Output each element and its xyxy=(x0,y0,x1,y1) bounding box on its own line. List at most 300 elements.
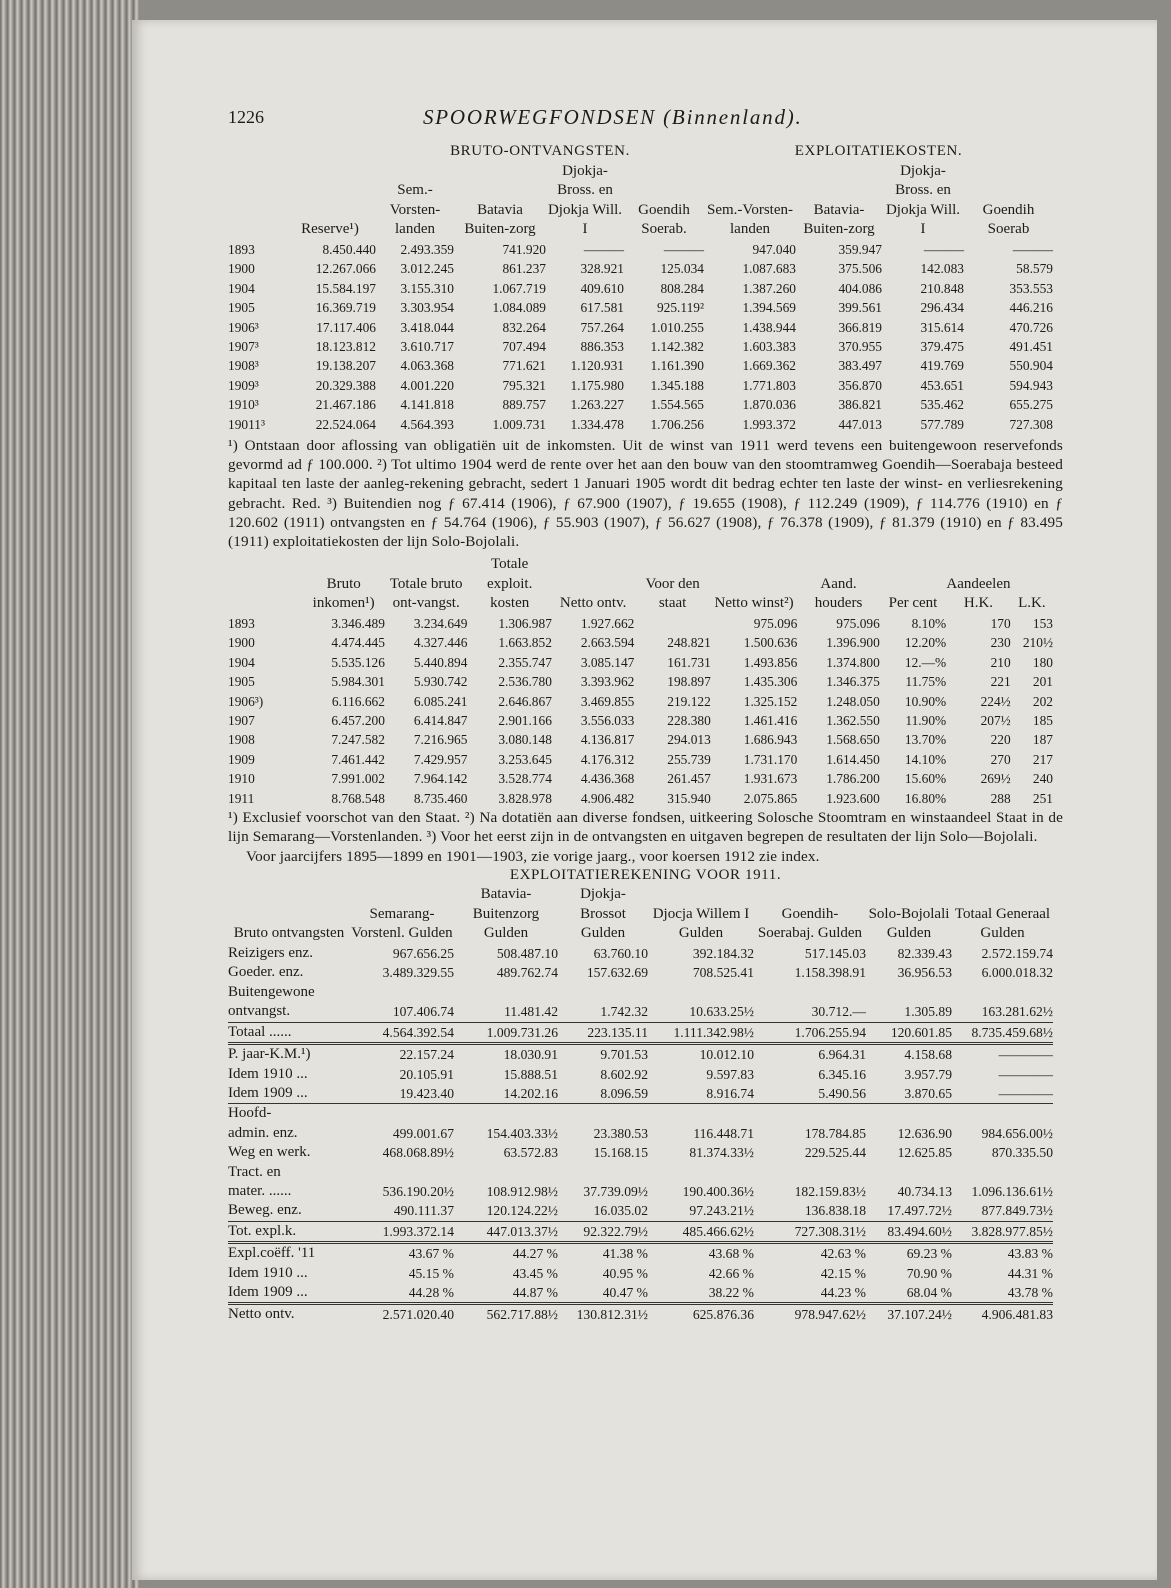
table-cell xyxy=(866,1104,952,1124)
table-cell: 6.964.31 xyxy=(754,1044,866,1065)
table-cell: 886.353 xyxy=(580,339,624,354)
table-cell: 1.334.478 xyxy=(570,416,624,432)
table-cell: 7.429.957 xyxy=(413,751,468,767)
table3-title: EXPLOITATIEREKENING VOOR 1911. xyxy=(509,866,782,883)
table-cell: 136.838.18 xyxy=(804,1203,866,1219)
table-cell: 1.663.852 xyxy=(498,635,552,651)
table-cell: 10.633.25½ xyxy=(689,1004,754,1020)
table-cell: 2.075.865 xyxy=(743,790,798,806)
table-row xyxy=(228,1264,1053,1283)
table-cell: 5.930.742 xyxy=(413,674,468,690)
table-cell: 1.084.089 xyxy=(492,300,546,316)
row-label: Idem 1909 ... xyxy=(228,1283,308,1300)
table-cell: 3.080.148 xyxy=(498,732,552,748)
table-cell: 120.124.22½ xyxy=(486,1203,558,1219)
table-row xyxy=(228,1182,1053,1201)
table-cell: 180 xyxy=(1032,654,1053,670)
table-cell: 392.184.32 xyxy=(692,946,754,962)
table-row xyxy=(228,395,1053,414)
table-row xyxy=(228,259,1053,278)
book-spine xyxy=(0,0,140,1588)
table-row xyxy=(228,963,1053,982)
table-cell: 485.466.62½ xyxy=(648,1221,754,1242)
table-cell: 223.135.11 xyxy=(558,1022,648,1043)
table-cell: 356.870 xyxy=(838,377,882,393)
col-header: Djokja-Bross. en Djokja Will. I xyxy=(547,162,623,238)
table-cell: 14.10% xyxy=(904,751,947,767)
table-cell: 1.993.372.14 xyxy=(350,1221,454,1242)
table-cell: 16.80% xyxy=(904,790,947,806)
table-cell: 1.931.673 xyxy=(743,771,798,787)
table-cell: 5.490.56 xyxy=(818,1085,866,1101)
table-cell: 1.345.188 xyxy=(650,377,704,393)
table-cell: 70.90 % xyxy=(906,1265,952,1281)
table-row xyxy=(228,1243,1053,1264)
table-cell: 1.120.931 xyxy=(570,358,624,374)
row-label: 1906³) xyxy=(228,693,264,709)
table-row xyxy=(228,653,1053,672)
row-label: 1909 xyxy=(228,751,255,767)
table-cell: 489.762.74 xyxy=(496,965,558,981)
table-cell: 468.068.89½ xyxy=(382,1145,454,1161)
table-cell: 63.760.10 xyxy=(593,946,648,962)
table-cell: 40.95 % xyxy=(602,1265,648,1281)
col-header: Djocja Willem I Gulden xyxy=(652,905,750,942)
table-cell: 6.345.16 xyxy=(818,1066,866,1082)
table-cell: 315.614 xyxy=(920,319,964,335)
table-cell: 947.040 xyxy=(752,241,796,257)
table-cell xyxy=(454,1163,558,1182)
table-cell: 386.821 xyxy=(838,397,882,413)
table-cell: 1.161.390 xyxy=(650,358,704,374)
table-cell: 22.157.24 xyxy=(350,1044,454,1065)
col-header: Goendih Soerab. xyxy=(638,201,690,238)
table-row xyxy=(228,730,1053,749)
row-label: 1908 xyxy=(228,732,255,748)
table-row xyxy=(228,1002,1053,1022)
table-cell: 116.448.71 xyxy=(693,1125,754,1141)
row-label: 1900 xyxy=(228,635,255,651)
table-cell xyxy=(648,983,754,1002)
table-cell: 3.155.310 xyxy=(400,280,454,296)
table-cell: 5.984.301 xyxy=(331,674,385,690)
table-cell: 202 xyxy=(1032,693,1053,709)
table-cell: 255.739 xyxy=(667,751,711,767)
table-cell: 1.706.256 xyxy=(650,416,704,432)
table-cell: 63.572.83 xyxy=(503,1145,558,1161)
table-row xyxy=(228,1143,1053,1162)
table-cell: 1.500.636 xyxy=(743,635,798,651)
table-cell: 508.487.10 xyxy=(496,946,558,962)
table-cell: 170 xyxy=(990,616,1011,632)
table-cell: 221 xyxy=(990,674,1011,690)
table-cell: 8.735.460 xyxy=(413,790,468,806)
table-row xyxy=(228,356,1053,375)
table-cell: 4.474.445 xyxy=(331,635,385,651)
table-cell: ———— xyxy=(952,1044,1053,1065)
table-cell: 10.90% xyxy=(904,693,947,709)
table-row xyxy=(228,769,1053,788)
table-cell: 19.423.40 xyxy=(399,1085,454,1101)
row-label: 1905 xyxy=(228,300,255,316)
table-cell xyxy=(952,1163,1053,1182)
table-cell xyxy=(454,1104,558,1124)
table-cell: 2.901.166 xyxy=(498,713,552,729)
table-cell xyxy=(350,1104,454,1124)
table-row xyxy=(228,1124,1053,1143)
table-cell xyxy=(754,1104,866,1124)
table-cell xyxy=(952,1104,1053,1124)
col-header: Goendih Soerab xyxy=(982,201,1035,238)
table-row xyxy=(228,376,1053,395)
table-cell: 7.247.582 xyxy=(331,732,385,748)
table-cell: 1.568.650 xyxy=(826,732,880,748)
col-header: Reserve¹) xyxy=(301,221,359,238)
table-cell: 8.768.548 xyxy=(331,790,385,806)
table-cell xyxy=(558,1163,648,1182)
row-label: mater. ...... xyxy=(228,1182,292,1199)
table-cell: 7.991.002 xyxy=(331,771,385,787)
table-cell: 45.15 % xyxy=(408,1265,454,1281)
exploitation-account-table xyxy=(228,885,1053,1325)
table-cell: 353.553 xyxy=(1009,280,1053,296)
col-header: Batavia-Buitenzorg Gulden xyxy=(472,886,540,942)
table-cell: 1.096.136.61½ xyxy=(971,1183,1053,1199)
table-cell: 1.387.260 xyxy=(742,280,796,296)
table-cell: 4.158.68 xyxy=(866,1044,952,1065)
table-cell: 4.564.393 xyxy=(400,416,454,432)
table-cell: 1.158.398.91 xyxy=(794,965,866,981)
table-cell: 185 xyxy=(1032,713,1053,729)
table-cell xyxy=(648,1104,754,1124)
table-cell: 1.461.416 xyxy=(743,713,798,729)
table-cell: 43.68 % xyxy=(648,1243,754,1264)
row-label: Idem 1910 ... xyxy=(228,1065,308,1082)
table-cell: 499.001.67 xyxy=(392,1125,454,1141)
table-cell: 92.322.79½ xyxy=(558,1221,648,1242)
table-cell: 5.535.126 xyxy=(331,654,385,670)
table-cell: 3.489.329.55 xyxy=(382,965,454,981)
table-cell: 1.686.943 xyxy=(743,732,798,748)
table-cell: 6.085.241 xyxy=(413,693,468,709)
table-cell: 1.111.342.98½ xyxy=(648,1022,754,1043)
col-header: Bruto ontvangsten xyxy=(233,925,345,942)
table-cell: 15.888.51 xyxy=(503,1066,558,1082)
table-cell: 81.374.33½ xyxy=(689,1145,754,1161)
table1-body xyxy=(228,240,1053,434)
table-row xyxy=(228,672,1053,691)
row-label: Idem 1910 ... xyxy=(228,1264,308,1281)
table-cell: ———— xyxy=(998,1066,1053,1082)
table-cell: 11.75% xyxy=(905,674,947,690)
table-cell: 3.418.044 xyxy=(400,319,454,335)
table-cell: 217 xyxy=(1032,751,1053,767)
table-cell: 1.669.362 xyxy=(742,358,796,374)
table-cell: 447.013 xyxy=(838,416,882,432)
table-cell: 12.636.90 xyxy=(897,1125,952,1141)
table-cell: 741.920 xyxy=(502,241,546,257)
row-label: 1910³ xyxy=(228,397,259,413)
table-cell: 3.528.774 xyxy=(498,771,552,787)
table-cell: 190.400.36½ xyxy=(682,1183,754,1199)
table-cell: 975.096 xyxy=(836,616,880,632)
table-cell: 370.955 xyxy=(838,339,882,354)
row-label: 1893 xyxy=(228,241,255,257)
table-cell: 44.28 % xyxy=(408,1284,454,1300)
row-label: 1893 xyxy=(228,616,255,632)
table-cell: 36.956.53 xyxy=(897,965,952,981)
table-row xyxy=(228,318,1053,337)
table-cell: 15.584.197 xyxy=(315,280,376,296)
table-cell: 1.325.152 xyxy=(743,693,798,709)
table-cell: 4.136.817 xyxy=(580,732,635,748)
table-cell: 6.116.662 xyxy=(331,693,385,709)
income-profit-table xyxy=(228,555,1053,808)
table-cell: 12.267.066 xyxy=(315,261,376,277)
revenue-expense-table xyxy=(228,142,1053,434)
table-cell: 5.440.894 xyxy=(413,654,468,670)
col-header: Goendih-Soerabaj. Gulden xyxy=(757,905,863,942)
row-label: Tot. expl.k. xyxy=(228,1221,350,1242)
table-cell: 14.202.16 xyxy=(503,1085,558,1101)
table-cell: 366.819 xyxy=(838,319,882,335)
table-cell: 15.168.15 xyxy=(593,1145,648,1161)
row-label: 19011³ xyxy=(228,416,265,432)
table-cell: ——— xyxy=(923,241,964,257)
table-row xyxy=(228,1104,1053,1124)
table-cell: 178.784.85 xyxy=(804,1125,866,1141)
table-cell: 577.789 xyxy=(920,416,964,432)
table-row xyxy=(228,614,1053,633)
table-cell: 13.70% xyxy=(904,732,947,748)
row-label: 1907³ xyxy=(228,339,259,354)
table-cell: 655.275 xyxy=(1009,397,1053,413)
table-cell: 12.20% xyxy=(904,635,947,651)
table-cell: 58.579 xyxy=(1016,261,1053,277)
table-cell: ——— xyxy=(1012,241,1053,257)
table-cell: 535.462 xyxy=(920,397,964,413)
table-cell: 1.305.89 xyxy=(904,1004,952,1020)
table-cell: 294.013 xyxy=(667,732,711,748)
table-cell: 1.374.800 xyxy=(826,654,880,670)
table-cell xyxy=(558,1104,648,1124)
group-title-exploitatie: EXPLOITATIEKOSTEN. xyxy=(794,143,963,159)
table-cell: 1.067.719 xyxy=(492,280,546,296)
footnote-1: ¹) Ontstaan door aflossing van obligatiën uit de inkomsten. Uit de winst van 1911 werd tevens een buitengewoon reservefonds gevormd ad ƒ 100.000. ²) Tot ultimo 1904 werd de rente over het aan den bouw van den stoomtramweg Goendih—Soerabaja besteed kapitaal ten laste der aanleg-rekening gebracht, sedert 1 Januari 1905 wordt dit bedrag echter ten laste der winst- en verliesrekening gebracht. Red. ³) Buitendien nog ƒ 67.414 (1906), ƒ 67.900 (1907), ƒ 19.655 (1908), ƒ 112.249 (1909), ƒ 114.776 (1910) en ƒ 120.602 (1911) ontvangsten en ƒ 54.764 (1906), ƒ 55.903 (1907), ƒ 56.627 (1908), ƒ 76.378 (1909), ƒ 81.379 (1910) en ƒ 83.495 (1911) exploitatiekosten der lijn Solo-Bojolali. xyxy=(228,437,1063,551)
table-cell: 157.632.69 xyxy=(586,965,648,981)
table-cell: 6.457.200 xyxy=(331,713,385,729)
table-cell: 4.436.368 xyxy=(580,771,635,787)
table-cell: 870.335.50 xyxy=(991,1145,1053,1161)
table-cell: 210 xyxy=(990,654,1011,670)
row-label: Netto ontv. xyxy=(228,1304,350,1325)
table-cell xyxy=(648,1163,754,1182)
table-cell: 617.581 xyxy=(580,300,624,316)
table-cell: 808.284 xyxy=(660,280,704,296)
table-row xyxy=(228,944,1053,963)
table-row xyxy=(228,692,1053,711)
table-cell: 1.731.170 xyxy=(743,751,798,767)
table-cell: 8.735.459.68½ xyxy=(952,1022,1053,1043)
table-cell xyxy=(558,983,648,1002)
table-cell: 8.450.440 xyxy=(322,241,376,257)
table-cell: 3.828.978 xyxy=(498,790,552,806)
table-cell: 69.23 % xyxy=(866,1243,952,1264)
table-cell: 261.457 xyxy=(667,771,711,787)
table-cell: 7.964.142 xyxy=(413,771,468,787)
table-cell: 1.248.050 xyxy=(826,693,880,709)
table-cell: 10.012.10 xyxy=(648,1044,754,1065)
row-label: 1910 xyxy=(228,771,255,787)
table-cell: 270 xyxy=(990,751,1011,767)
table-cell: 1.010.255 xyxy=(650,319,704,335)
col-header: Aandeelen H.K. xyxy=(946,575,1011,612)
table-cell: 1.087.683 xyxy=(742,261,796,277)
table-cell: 182.159.83½ xyxy=(794,1183,866,1199)
page-content xyxy=(228,100,1063,1325)
table-cell: 120.601.85 xyxy=(866,1022,952,1043)
row-label: 1906³ xyxy=(228,319,259,335)
table-row xyxy=(228,789,1053,808)
table-cell xyxy=(952,983,1053,1002)
table-cell: 229.525.44 xyxy=(804,1145,866,1161)
table-cell: 68.04 % xyxy=(906,1284,952,1300)
col-header: Voor den staat xyxy=(645,575,700,612)
table-cell: 38.22 % xyxy=(708,1284,754,1300)
table-cell: 491.451 xyxy=(1009,339,1053,354)
table-cell: 877.849.73½ xyxy=(981,1203,1053,1219)
table-cell: 978.947.62½ xyxy=(754,1304,866,1325)
table-row xyxy=(228,279,1053,298)
table-cell: 40.734.13 xyxy=(897,1183,952,1199)
table-cell: 43.67 % xyxy=(350,1243,454,1264)
table-cell: 1.435.306 xyxy=(743,674,798,690)
col-header: Aand. houders xyxy=(814,575,863,612)
table-cell: 153 xyxy=(1032,616,1053,632)
table-cell: 3.346.489 xyxy=(331,616,385,632)
table-cell: 3.828.977.85½ xyxy=(952,1221,1053,1242)
table-cell: 11.90% xyxy=(905,713,947,729)
table-cell: 3.234.649 xyxy=(413,616,468,632)
table-cell: 4.063.368 xyxy=(400,358,454,374)
table-row xyxy=(228,1163,1053,1182)
table-cell: 40.47 % xyxy=(602,1284,648,1300)
table-cell: 288 xyxy=(990,790,1011,806)
table-cell: 43.83 % xyxy=(952,1243,1053,1264)
table-cell: 3.253.645 xyxy=(498,751,552,767)
col-header: Djokja-Brossot Gulden xyxy=(580,886,626,942)
table-cell: 17.117.406 xyxy=(316,319,376,335)
table-cell: 4.906.481.83 xyxy=(952,1304,1053,1325)
row-label: Idem 1909 ... xyxy=(228,1084,308,1101)
table-cell: 219.122 xyxy=(667,693,711,709)
col-header: Bruto inkomen¹) xyxy=(312,575,375,612)
table2-body xyxy=(228,614,1053,808)
table-cell: 18.030.91 xyxy=(454,1044,558,1065)
table-cell xyxy=(454,983,558,1002)
col-header: Batavia Buiten-zorg xyxy=(464,201,536,238)
row-label: ontvangst. xyxy=(228,1003,291,1020)
table-row xyxy=(228,1084,1053,1104)
table-cell: 1.927.662 xyxy=(580,616,635,632)
table-cell: 925.119² xyxy=(656,300,704,316)
table-row xyxy=(228,240,1053,259)
table-row xyxy=(228,1022,1053,1043)
table-cell: ——— xyxy=(583,241,624,257)
table-cell: 1.346.375 xyxy=(826,674,880,690)
table-cell: 562.717.88½ xyxy=(454,1304,558,1325)
table-cell: 3.393.962 xyxy=(580,674,635,690)
table-cell: 727.308.31½ xyxy=(754,1221,866,1242)
table-row xyxy=(228,1201,1053,1221)
row-label: Weg en werk. xyxy=(228,1144,311,1161)
table-cell: 82.339.43 xyxy=(897,946,952,962)
table-cell: 1.306.987 xyxy=(498,616,552,632)
table-cell: 201 xyxy=(1032,674,1053,690)
table-cell: 1.362.550 xyxy=(826,713,880,729)
table-cell: 125.034 xyxy=(660,261,704,277)
table-cell: 975.096 xyxy=(753,616,798,632)
table-cell: 4.564.392.54 xyxy=(350,1022,454,1043)
table-cell: 1.175.980 xyxy=(570,377,624,393)
table-cell: 771.621 xyxy=(502,358,546,374)
table-cell: 220 xyxy=(990,732,1011,748)
table-cell xyxy=(754,983,866,1002)
table-cell: 1.993.372 xyxy=(742,416,796,432)
col-header xyxy=(228,555,302,614)
table-cell: 6.000.018.32 xyxy=(981,965,1053,981)
table-cell: 210.848 xyxy=(920,280,964,296)
table-cell: 4.906.482 xyxy=(580,790,635,806)
group-title-bruto: BRUTO-ONTVANGSTEN. xyxy=(450,143,630,159)
table-cell: 44.27 % xyxy=(454,1243,558,1264)
table-row xyxy=(228,1065,1053,1084)
table-cell: 37.107.24½ xyxy=(866,1304,952,1325)
table-cell: 2.646.867 xyxy=(498,693,552,709)
table-cell: 7.461.442 xyxy=(331,751,385,767)
table-cell: 3.556.033 xyxy=(580,713,635,729)
table-cell: 44.23 % xyxy=(820,1284,866,1300)
table-cell: 198.897 xyxy=(667,674,711,690)
row-label: Expl.coëff. '11 xyxy=(228,1243,350,1264)
col-header: Netto winst²) xyxy=(714,595,794,612)
table-cell: 210½ xyxy=(1022,635,1053,651)
row-label: P. jaar-K.M.¹) xyxy=(228,1044,350,1065)
table-cell xyxy=(866,1163,952,1182)
table-cell: 43.78 % xyxy=(1007,1284,1053,1300)
row-label: admin. enz. xyxy=(228,1124,298,1141)
table-cell: 230 xyxy=(990,635,1011,651)
table-cell: 142.083 xyxy=(920,261,964,277)
table-cell: 1.870.036 xyxy=(742,397,796,413)
table-cell xyxy=(350,983,454,1002)
col-header: Totale exploit. kosten xyxy=(486,556,533,612)
table-cell: 2.536.780 xyxy=(498,674,552,690)
table-cell: 1.493.856 xyxy=(743,654,798,670)
table-cell: 3.610.717 xyxy=(400,339,454,354)
col-header: L.K. xyxy=(1018,595,1046,612)
col-header: Sem.-Vorsten-landen xyxy=(389,182,441,238)
table-cell: 1.603.383 xyxy=(742,339,796,354)
row-label: 1904 xyxy=(228,654,255,670)
table-cell: 625.876.36 xyxy=(648,1304,754,1325)
table-cell: 3.957.79 xyxy=(904,1066,952,1082)
table-cell: 383.497 xyxy=(838,358,882,374)
row-label: Totaal ...... xyxy=(228,1022,350,1043)
table-row xyxy=(228,633,1053,652)
table-cell: 315.940 xyxy=(667,790,711,806)
table-cell: 251 xyxy=(1032,790,1053,806)
